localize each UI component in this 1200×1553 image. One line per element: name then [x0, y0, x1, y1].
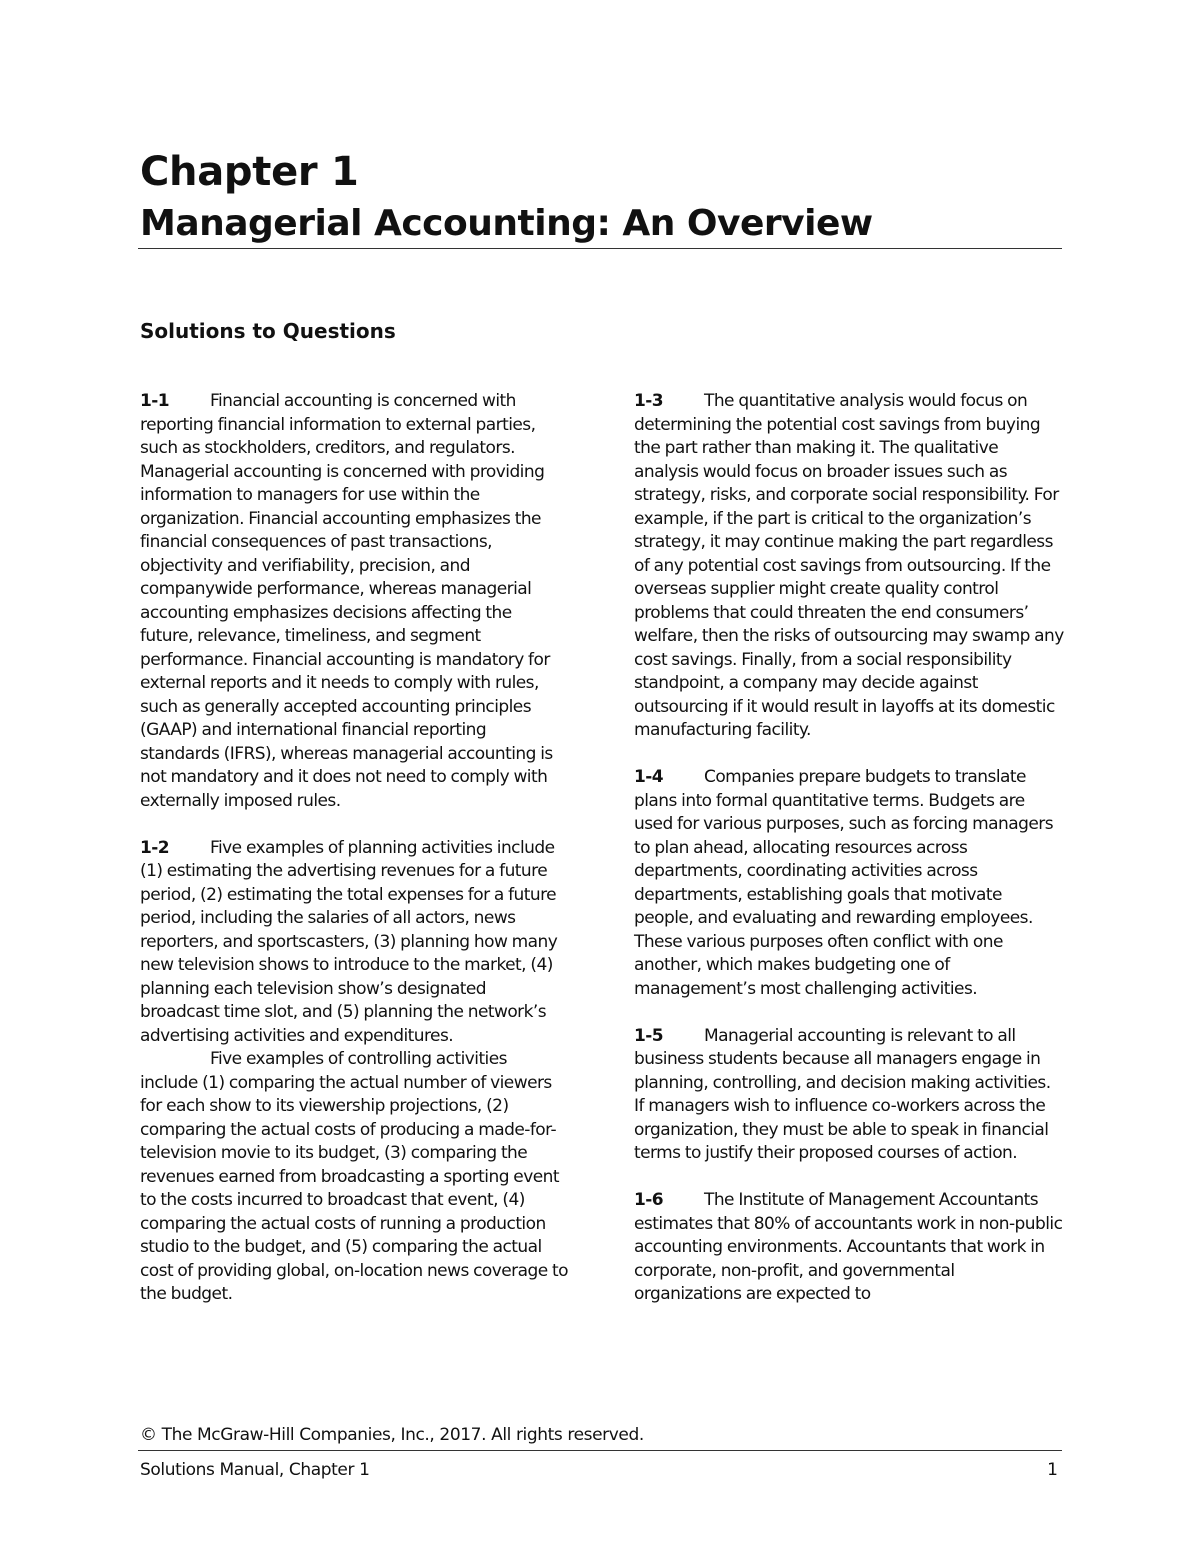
- chapter-title: Managerial Accounting: An Overview: [140, 203, 873, 244]
- chapter-label: Chapter 1: [140, 149, 359, 195]
- question-number: 1-5: [634, 1025, 664, 1046]
- question-1-1: [140, 390, 568, 813]
- question-number: 1-6: [634, 1190, 664, 1210]
- question-1-2: [140, 837, 568, 1307]
- question-1-5: [634, 1025, 1064, 1166]
- question-answer: The quantitative analysis would focus on determining the potential cost savings from buying the part rather than making it. The qualitative analysis would focus on broader issues such as strategy, risks, and corporate social responsibility. For example, if the part is critical to the organization’s strategy, it may continue making the part regardless of any potential cost savings from outsourcing. If the overseas supplier might create quality control problems that could threaten the end consumers’ welfare, then the risks of outsourcing may swamp any cost savings. Finally, from a social responsibility standpoint, a company may decide against outsourcing if it would result in layoffs at its domestic manufacturing facility.: [634, 391, 1064, 740]
- section-heading: Solutions to Questions: [140, 319, 396, 343]
- question-1-4: [634, 766, 1064, 1001]
- question-answer: Financial accounting is concerned with reporting financial information to external parties, such as stockholders, creditors, and regulators. Managerial accounting is concerned with providing information to managers for use within the organization. Financial accounting emphasizes the financial consequences of past transactions, objectivity and verifiability, precision, and companywide performance, whereas managerial accounting emphasizes decisions affecting the future, relevance, timeliness, and segment performance. Financial accounting is mandatory for external reports and it needs to comply with rules, such as generally accepted accounting principles (GAAP) and international financial reporting standards (IFRS), whereas managerial accounting is not mandatory and it does not need to comply with externally imposed rules.: [140, 391, 553, 811]
- page-number: 1: [1047, 1460, 1058, 1480]
- footer-divider: [138, 1450, 1062, 1451]
- question-answer-continued: Five examples of controlling activities include (1) comparing the actual number of viewers for each show to its viewership projections, (2) comparing the actual costs of producing a made-for-television movie to its budget, (3) comparing the revenues earned from broadcasting a sporting event to the costs incurred to broadcast that event, (4) comparing the actual costs of running a production studio to the budget, and (5) comparing the actual cost of providing global, on-location news coverage to the budget.: [140, 1049, 568, 1304]
- copyright-notice: © The McGraw-Hill Companies, Inc., 2017. All rights reserved.: [140, 1425, 644, 1445]
- question-answer: Five examples of planning activities include (1) estimating the advertising revenues for a future period, (2) estimating the total expenses for a future period, including the salaries of all actors, news reporters, and sportscasters, (3) planning how many new television shows to introduce to the market, (4) planning each television show’s designated broadcast time slot, and (5) planning the network’s advertising activities and expenditures.: [140, 837, 558, 1046]
- right-column: [634, 390, 1064, 1330]
- question-number: 1-2: [140, 837, 170, 858]
- left-column: [140, 390, 568, 1330]
- title-divider: [138, 248, 1062, 249]
- question-number: 1-3: [634, 391, 664, 411]
- question-answer: Companies prepare budgets to translate plans into formal quantitative terms. Budgets are used for various purposes, such as forcing managers to plan ahead, allocating resources across departments, coordinating activities across departments, establishing goals that motivate people, and evaluating and rewarding employees. These various purposes often conflict with one another, which makes budgeting one of management’s most challenging activities.: [634, 767, 1054, 999]
- question-1-3: [634, 390, 1064, 743]
- question-1-6: [634, 1189, 1064, 1307]
- question-answer: The Institute of Management Accountants estimates that 80% of accountants work in non-public accounting environments. Accountants that work in corporate, non-profit, and governmental organizations are expected to: [634, 1190, 1063, 1304]
- footer-manual-label: Solutions Manual, Chapter 1: [140, 1460, 370, 1480]
- question-number: 1-1: [140, 391, 170, 411]
- question-number: 1-4: [634, 767, 664, 787]
- question-answer: Managerial accounting is relevant to all business students because all managers engage in planning, controlling, and decision making activities. If managers wish to influence co-workers across the organization, they must be able to speak in financial terms to justify their proposed courses of action.: [634, 1025, 1051, 1163]
